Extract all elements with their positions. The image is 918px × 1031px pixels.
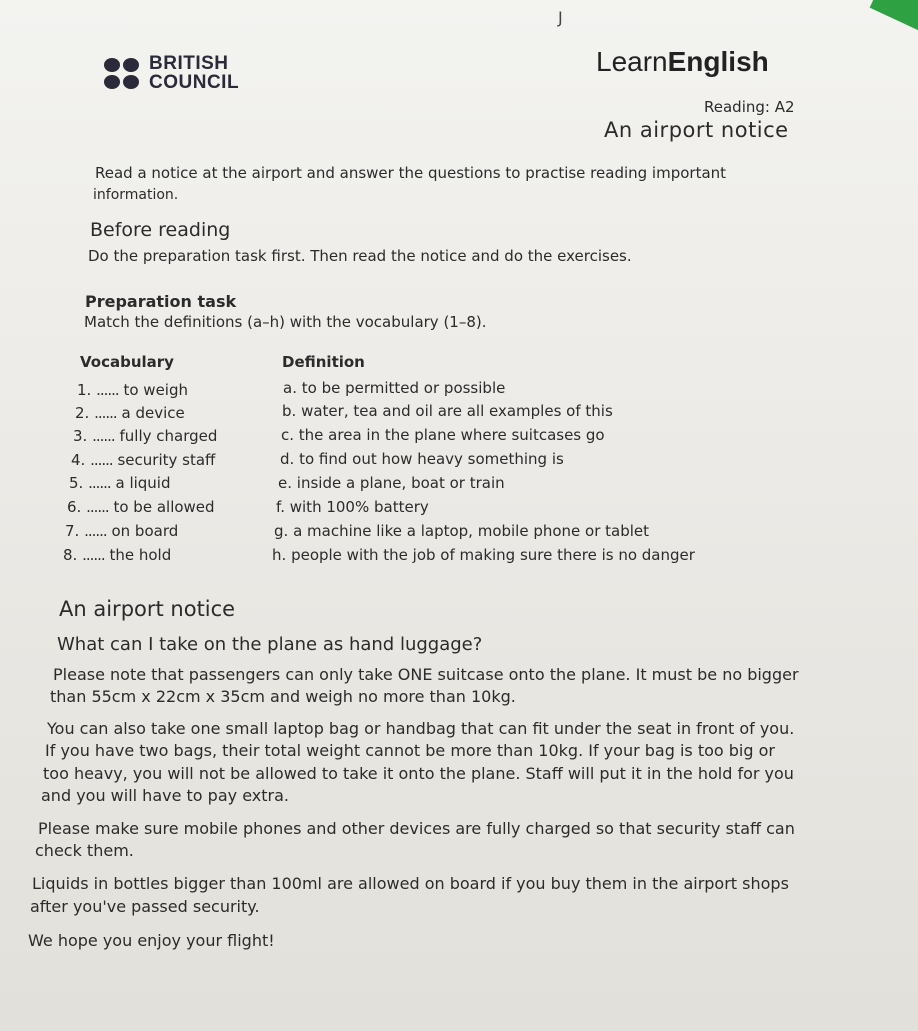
notice-p2-line3: too heavy, you will not be allowed to take it onto the plane. Staff will put it in the hold for you <box>43 764 794 783</box>
british-council-logo <box>104 54 239 92</box>
definition-column-header: Definition <box>282 353 365 371</box>
green-corner <box>870 0 918 37</box>
definition-item: d. to find out how heavy something is <box>280 450 564 468</box>
logo-dots-icon <box>104 58 139 89</box>
prep-heading: Preparation task <box>85 292 237 311</box>
notice-p1-line2: than 55cm x 22cm x 35cm and weigh no more than 10kg. <box>50 687 516 706</box>
learnenglish-brand: LearnEnglish <box>596 46 769 77</box>
page-title: An airport notice <box>604 118 789 142</box>
notice-p2-line4: and you will have to pay extra. <box>41 786 289 805</box>
margin-mark: J <box>558 8 563 27</box>
definition-item: b. water, tea and oil are all examples of this <box>282 402 613 420</box>
definition-item: a. to be permitted or possible <box>283 379 506 397</box>
vocab-item: 8. ...... the hold <box>63 546 172 564</box>
definition-item: g. a machine like a laptop, mobile phone or tablet <box>274 522 650 540</box>
logo-line-1: BRITISH <box>149 53 229 74</box>
notice-p3-line1: Please make sure mobile phones and other devices are fully charged so that security staff can <box>38 819 795 838</box>
prep-instructions: Match the definitions (a–h) with the vocabulary (1–8). <box>84 313 487 331</box>
definition-item: c. the area in the plane where suitcases go <box>281 426 605 444</box>
definition-item: h. people with the job of making sure there is no danger <box>272 546 695 564</box>
before-reading-text: Do the preparation task first. Then read the notice and do the exercises. <box>88 247 632 265</box>
vocab-column-header: Vocabulary <box>80 353 174 371</box>
notice-question: What can I take on the plane as hand luggage? <box>57 634 483 655</box>
notice-p2-line2: If you have two bags, their total weight cannot be more than 10kg. If your bag is too big or <box>45 741 775 760</box>
definition-item: e. inside a plane, boat or train <box>278 474 505 492</box>
intro-line-2: information. <box>93 187 179 203</box>
notice-p3-line2: check them. <box>35 841 134 860</box>
vocab-item: 4. ...... security staff <box>71 451 216 469</box>
notice-p4-line2: after you've passed security. <box>30 897 260 916</box>
reading-level: Reading: A2 <box>704 98 795 116</box>
logo-line-2: COUNCIL <box>149 72 240 93</box>
before-reading-heading: Before reading <box>90 219 231 241</box>
vocab-item: 7. ...... on board <box>65 522 179 540</box>
vocab-item: 2. ...... a device <box>75 404 185 422</box>
notice-p1-line1: Please note that passengers can only take ONE suitcase onto the plane. It must be no bigger <box>53 665 799 684</box>
notice-p4-line1: Liquids in bottles bigger than 100ml are allowed on board if you buy them in the airport shops <box>32 874 789 893</box>
notice-p2-line1: You can also take one small laptop bag or handbag that can fit under the seat in front of you. <box>47 719 795 738</box>
definition-item: f. with 100% battery <box>276 498 429 516</box>
notice-closing: We hope you enjoy your flight! <box>28 931 275 950</box>
vocab-item: 1. ...... to weigh <box>77 381 189 399</box>
vocab-item: 6. ...... to be allowed <box>67 498 215 516</box>
vocab-item: 3. ...... fully charged <box>73 427 218 445</box>
intro-line-1: Read a notice at the airport and answer the questions to practise reading important <box>95 164 727 182</box>
notice-heading: An airport notice <box>59 597 236 621</box>
vocab-item: 5. ...... a liquid <box>69 474 171 492</box>
